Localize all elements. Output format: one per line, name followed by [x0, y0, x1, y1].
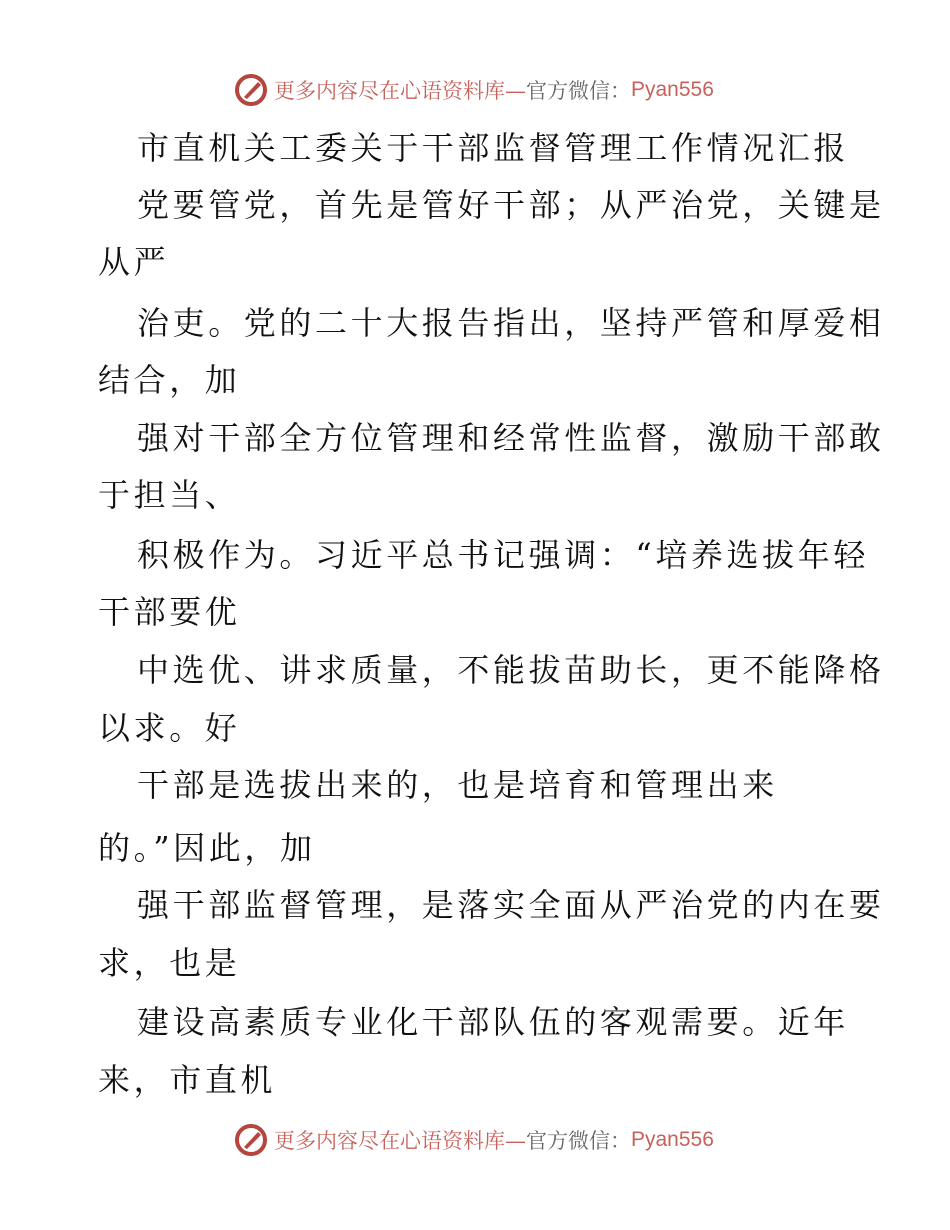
body-text-line: 于担当、 [98, 476, 241, 514]
body-text-line: 治吏。党的二十大报告指出，坚持严管和厚爱相 [137, 304, 885, 342]
body-text-line: 干部要优 [98, 593, 241, 631]
header-banner [234, 70, 714, 110]
body-text-line: 建设高素质专业化干部队伍的客观需要。近年 [137, 1003, 850, 1041]
body-text-line: 求，也是 [98, 944, 241, 982]
document-title: 市直机关工委关于干部监督管理工作情况汇报 [137, 129, 850, 167]
banner-wechat-id: Pyan556 [631, 1128, 714, 1151]
body-text-line: 来，市直机 [98, 1061, 277, 1099]
pen-logo-icon [234, 1123, 268, 1157]
body-text-line: 干部是选拔出来的，也是培育和管理出来 [137, 766, 778, 804]
banner-text: 更多内容尽在心语资料库— [274, 79, 526, 103]
body-text-line: 强干部监督管理，是落实全面从严治党的内在要 [137, 886, 885, 924]
body-text-line: 中选优、讲求质量，不能拔苗助长，更不能降格 [137, 651, 885, 689]
body-text-line: 积极作为。习近平总书记强调：“培养选拔年轻 [137, 536, 869, 574]
banner-wechat-id: Pyan556 [631, 78, 714, 101]
banner-wechat-label: 官方微信： [526, 79, 631, 103]
body-text-line: 以求。好 [98, 709, 241, 747]
banner-wechat-label: 官方微信： [526, 1129, 631, 1153]
body-text-line: 从严 [98, 243, 170, 281]
footer-banner [234, 1120, 714, 1160]
body-text-line: 结合，加 [98, 361, 241, 399]
body-text-line: 党要管党，首先是管好干部；从严治党，关键是 [137, 186, 885, 224]
pen-logo-icon [234, 73, 268, 107]
body-text-line: 的。”因此，加 [98, 829, 316, 867]
body-text-line: 强对干部全方位管理和经常性监督，激励干部敢 [137, 419, 885, 457]
banner-text: 更多内容尽在心语资料库— [274, 1129, 526, 1153]
